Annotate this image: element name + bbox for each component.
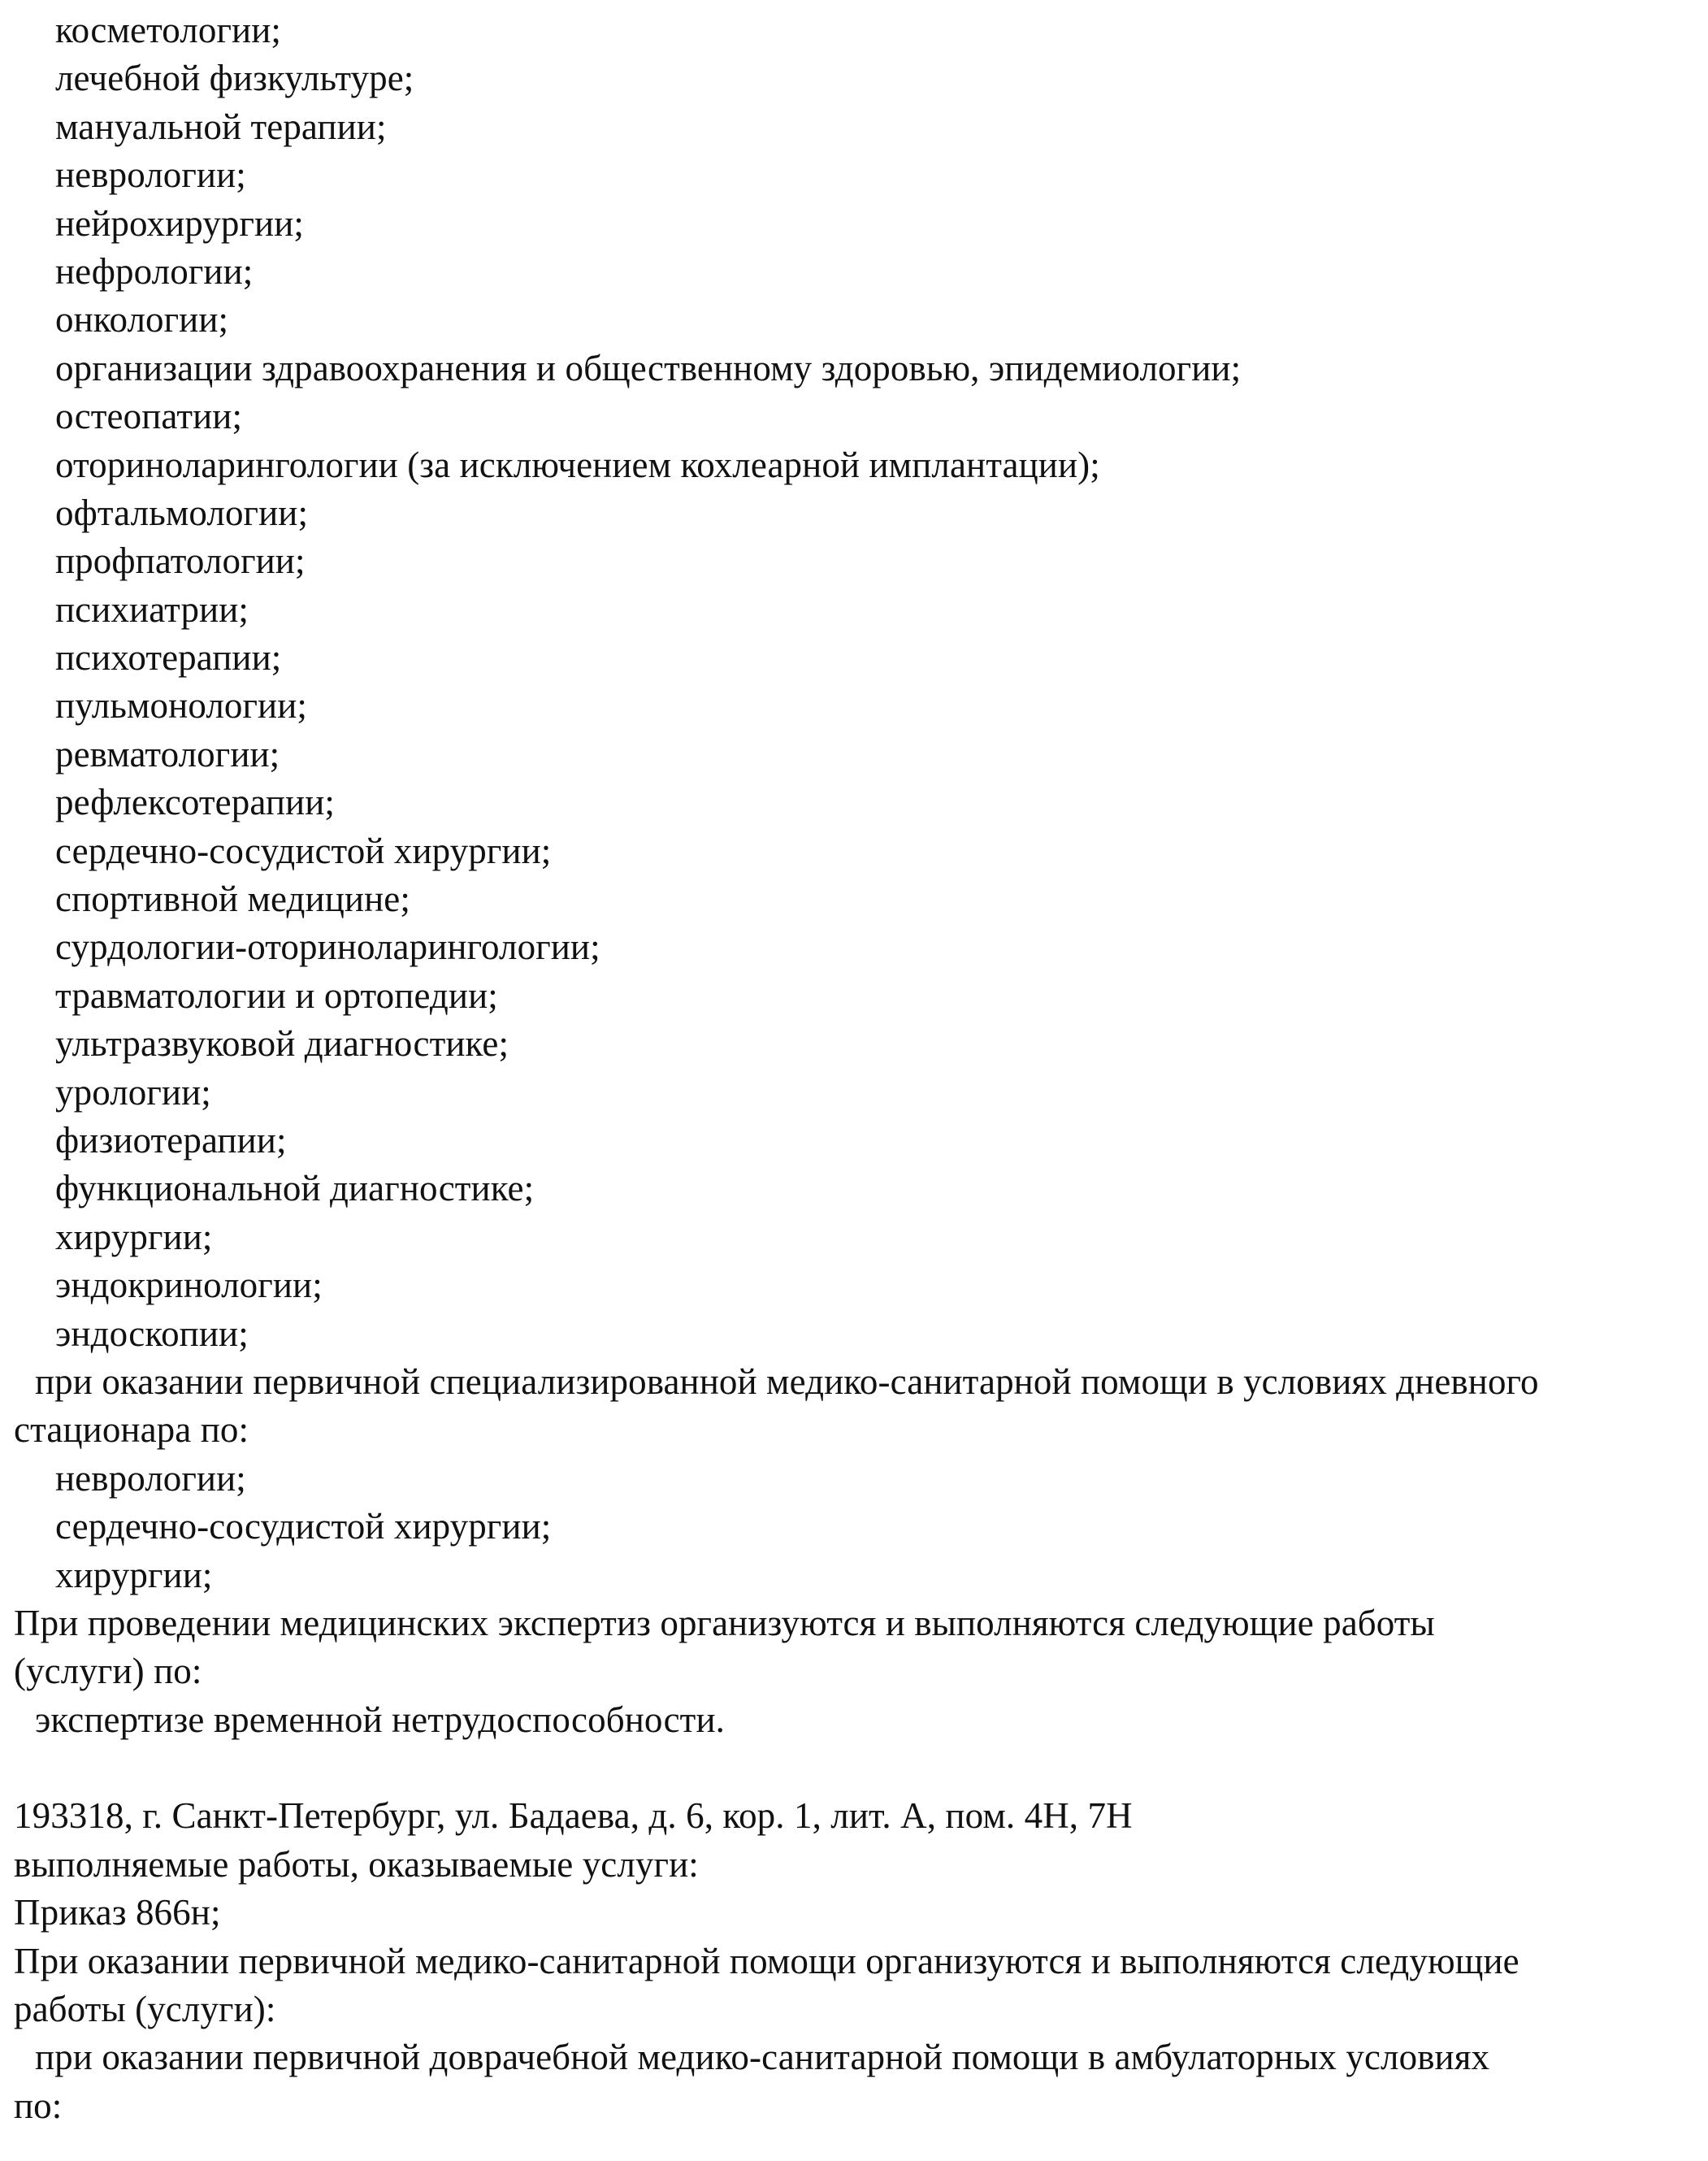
- expertise-heading-line-1: При проведении медицинских экспертиз организуются и выполняются следующие работы: [14, 1602, 1435, 1643]
- list-item: хирургии;: [55, 1216, 213, 1257]
- prehospital-heading-line-2: по:: [14, 2085, 63, 2126]
- list-item: рефлексотерапии;: [55, 782, 335, 823]
- primary-care-heading-line-1: При оказании первичной медико-санитарной помощи организуются и выполняются следующие: [14, 1940, 1519, 1981]
- list-item: хирургии;: [55, 1554, 213, 1595]
- list-item: физиотерапии;: [55, 1119, 287, 1161]
- list-item: неврологии;: [55, 1457, 246, 1499]
- list-item: урологии;: [55, 1071, 211, 1113]
- list-item: спортивной медицине;: [55, 879, 410, 920]
- list-item: функциональной диагностике;: [55, 1168, 535, 1209]
- list-item: нефрологии;: [55, 250, 254, 292]
- list-item: эндоскопии;: [55, 1313, 249, 1354]
- list-item: организации здравоохранения и общественному здоровью, эпидемиологии;: [55, 347, 1242, 388]
- works-label: выполняемые работы, оказываемые услуги:: [14, 1843, 699, 1885]
- list-item: травматологии и ортопедии;: [55, 974, 498, 1016]
- list-item: косметологии;: [55, 10, 281, 50]
- expertise-item: экспертизе временной нетрудоспособности.: [35, 1699, 725, 1740]
- list-item: пульмонологии;: [55, 685, 308, 727]
- list-item: лечебной физкультуре;: [55, 58, 414, 99]
- list-item: сердечно-сосудистой хирургии;: [55, 830, 552, 871]
- list-item: психотерапии;: [55, 637, 282, 679]
- list-item: оториноларингологии (за исключением кохлеарной имплантации);: [55, 444, 1100, 485]
- list-item: остеопатии;: [55, 396, 243, 437]
- paragraph-spacer: [0, 1744, 1708, 1792]
- day-hospital-heading-line-1: при оказании первичной специализированной медико-санитарной помощи в условиях дневного: [35, 1360, 1539, 1402]
- list-item: нейрохирургии;: [55, 202, 305, 244]
- list-item: профпатологии;: [55, 540, 306, 582]
- address: 193318, г. Санкт-Петербург, ул. Бадаева, д. 6, кор. 1, лит. А, пом. 4Н, 7Н: [14, 1795, 1133, 1837]
- list-item: ультразвуковой диагностике;: [55, 1023, 509, 1065]
- list-item: сердечно-сосудистой хирургии;: [55, 1506, 552, 1547]
- list-item: сурдологии-оториноларингологии;: [55, 926, 600, 968]
- list-item: неврологии;: [55, 154, 246, 196]
- list-item: мануальной терапии;: [55, 106, 387, 147]
- expertise-heading-line-2: (услуги) по:: [14, 1651, 202, 1692]
- list-item: онкологии;: [55, 299, 229, 341]
- day-hospital-heading-line-2: стационара по:: [14, 1409, 249, 1451]
- list-item: психиатрии;: [55, 588, 249, 630]
- list-item: эндокринологии;: [55, 1265, 323, 1306]
- primary-care-heading-line-2: работы (услуги):: [14, 1989, 276, 2030]
- order-reference: Приказ 866н;: [14, 1892, 221, 1933]
- list-item: ревматологии;: [55, 733, 280, 775]
- prehospital-heading-line-1: при оказании первичной доврачебной медико-санитарной помощи в амбулаторных условиях: [35, 2037, 1490, 2078]
- list-item: офтальмологии;: [55, 492, 309, 533]
